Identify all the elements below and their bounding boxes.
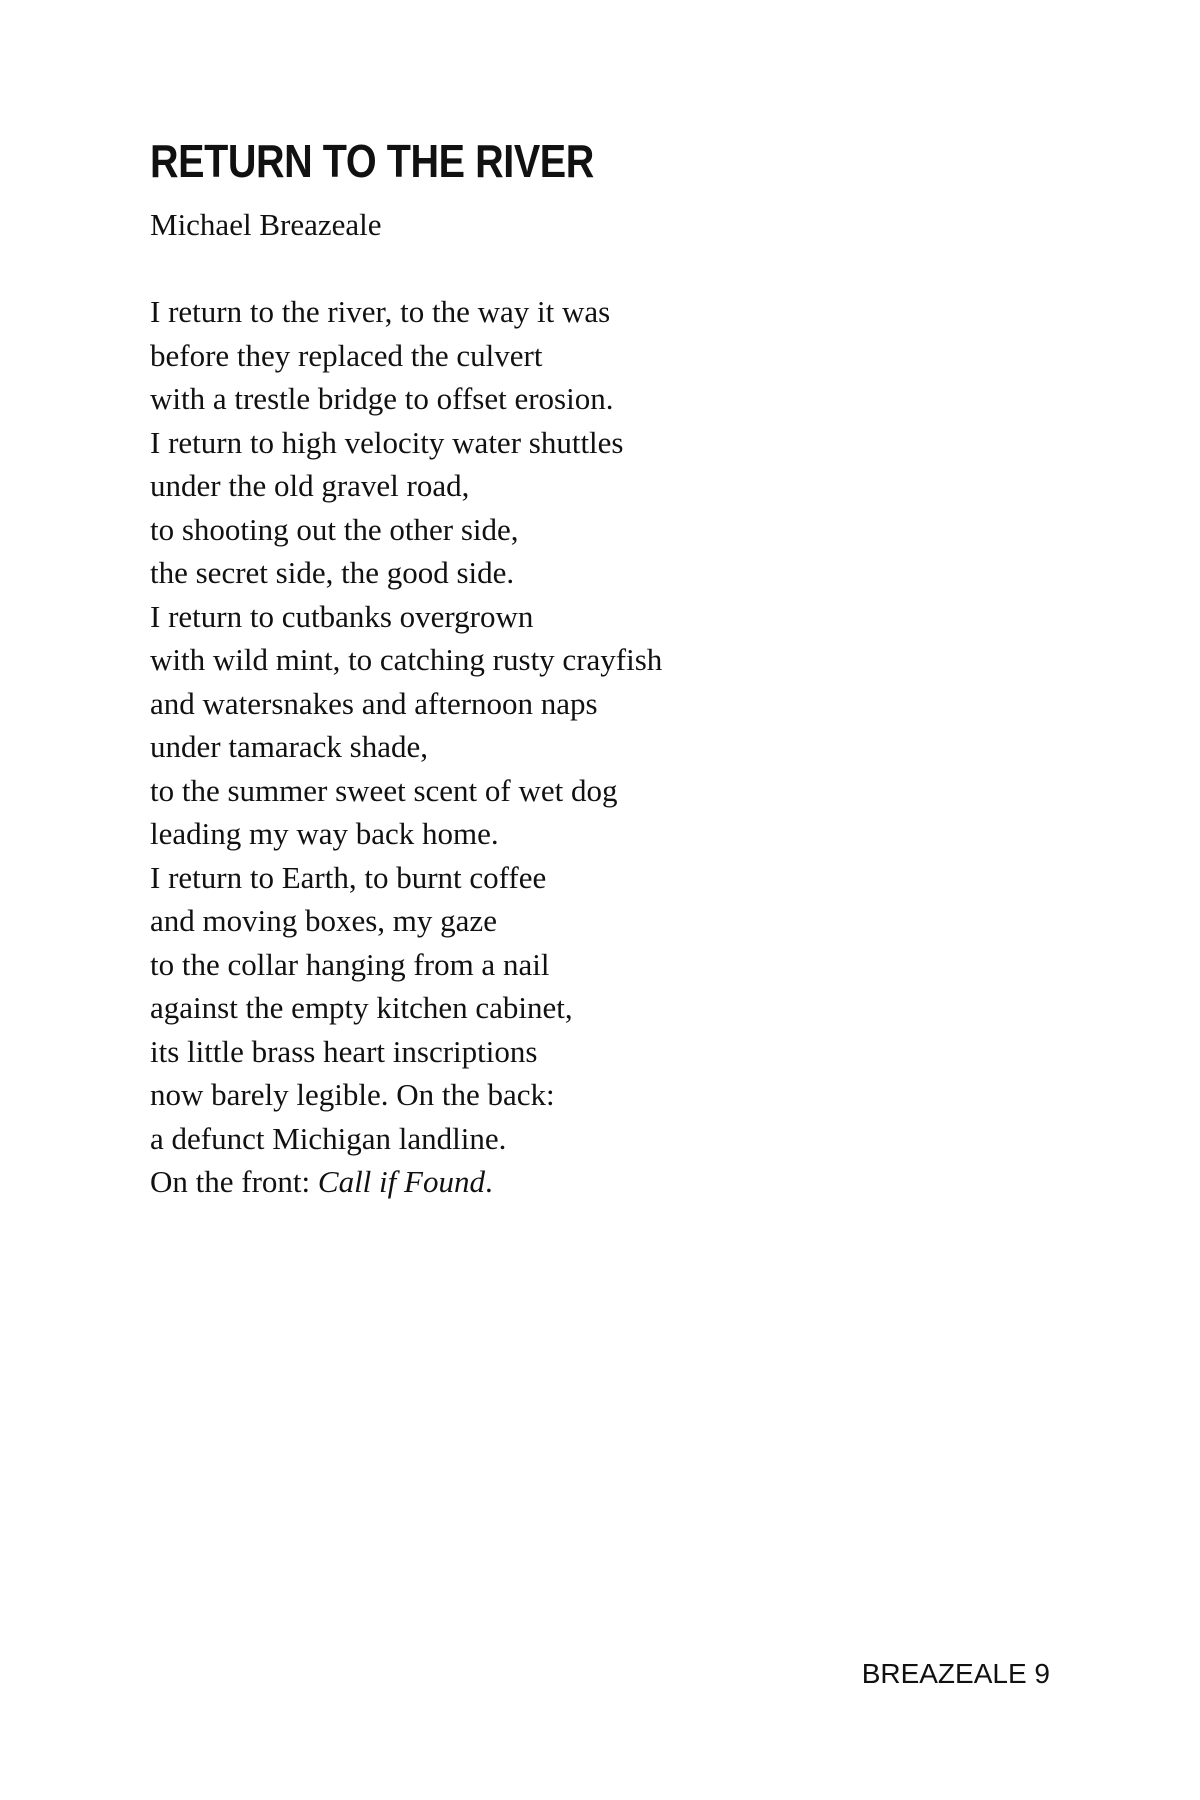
poem-body	[150, 290, 662, 1204]
poem-line: under tamarack shade,	[150, 729, 429, 764]
poem-line: now barely legible. On the back:	[150, 1077, 555, 1112]
last-line-suffix: .	[484, 1164, 493, 1199]
poem-line: I return to cutbanks overgrown	[150, 598, 534, 634]
poem-line: with a trestle bridge to offset erosion.	[150, 381, 614, 416]
poem-line: leading my way back home.	[150, 816, 499, 851]
poem-line: the secret side, the good side.	[150, 555, 515, 590]
poem-line: before they replaced the culvert	[150, 337, 543, 373]
poem-line: to shooting out the other side,	[150, 511, 519, 547]
page-number: BREAZEALE 9	[861, 1658, 1050, 1689]
poem-line: and watersnakes and afternoon naps	[150, 685, 598, 721]
poem-author: Michael Breazeale	[150, 207, 382, 242]
poem-title: RETURN TO THE RIVER	[150, 135, 594, 187]
poem-line: with wild mint, to catching rusty crayfish	[150, 642, 663, 677]
poem-line: I return to Earth, to burnt coffee	[150, 859, 547, 895]
poem-last-line	[150, 1160, 662, 1204]
poem-line: under the old gravel road,	[150, 468, 470, 503]
poem-line: and moving boxes, my gaze	[150, 903, 497, 938]
last-line-prefix: On the front:	[150, 1164, 318, 1199]
poem-line: to the summer sweet scent of wet dog	[150, 772, 618, 808]
poem-line: a defunct Michigan landline.	[150, 1120, 507, 1156]
last-line-italic: Call if Found	[317, 1164, 485, 1199]
poem-line: its little brass heart inscriptions	[150, 1033, 538, 1069]
poem-line: against the empty kitchen cabinet,	[150, 990, 573, 1025]
poem-line: I return to the river, to the way it was	[150, 294, 611, 329]
poem-line: to the collar hanging from a nail	[150, 946, 550, 982]
poem-line: I return to high velocity water shuttles	[150, 424, 624, 460]
